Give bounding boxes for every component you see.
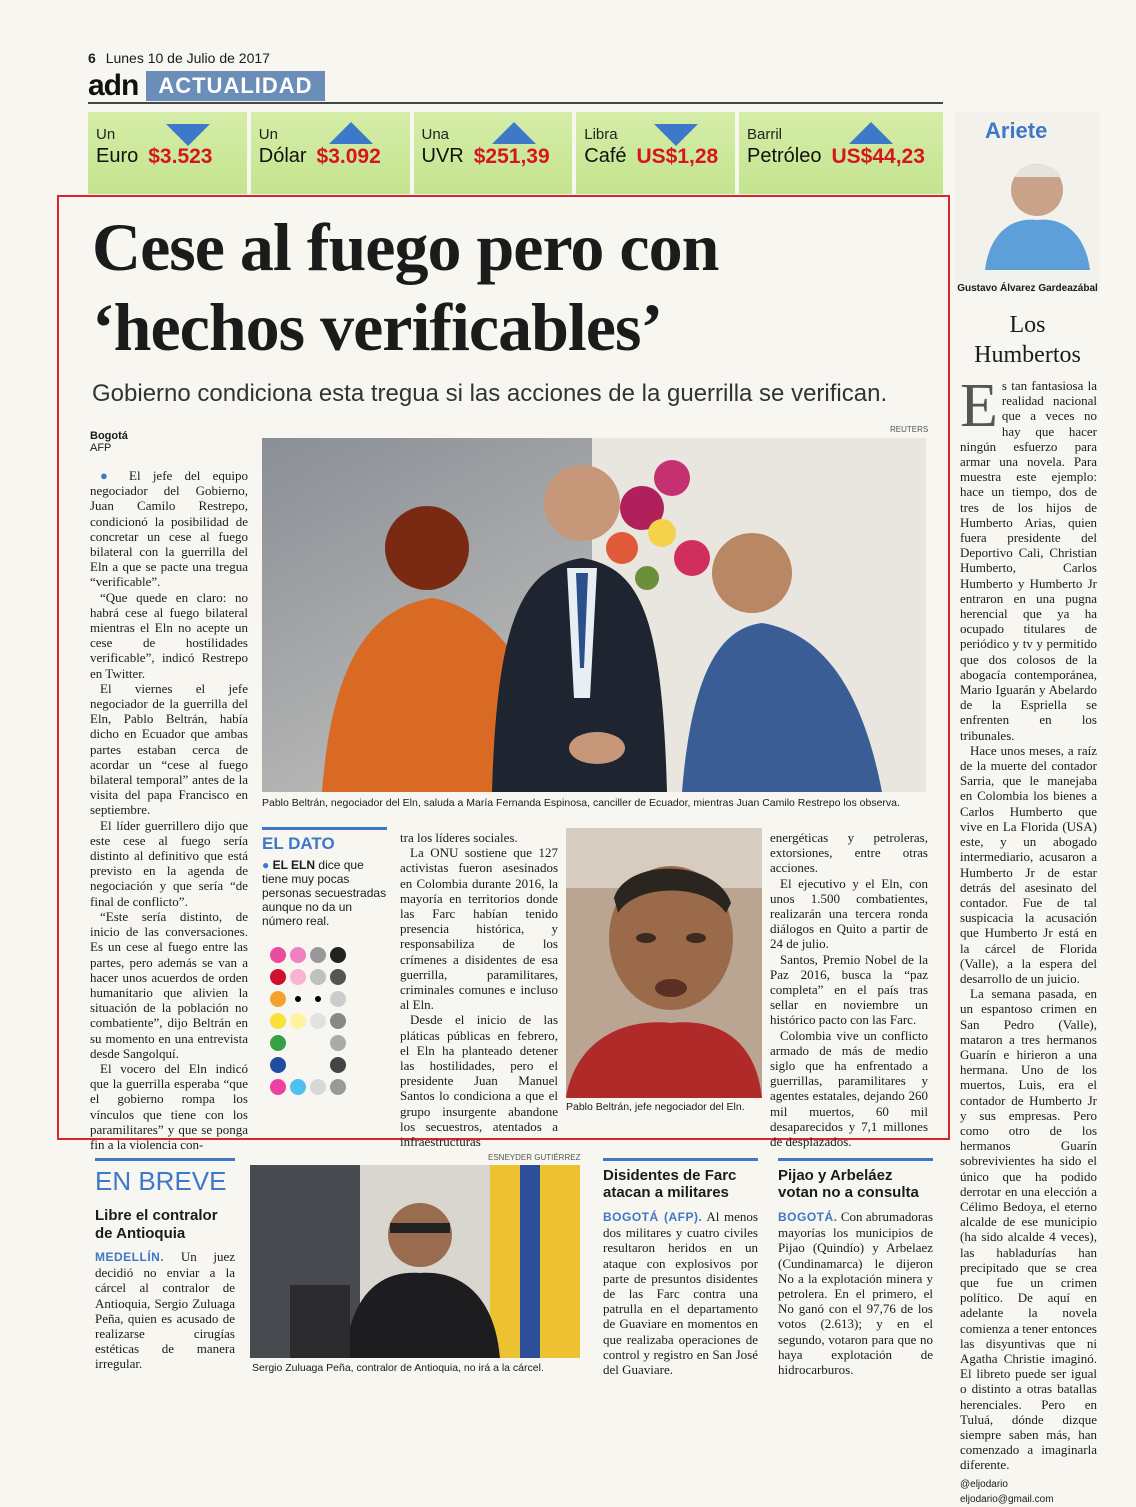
market-value: $3.523 bbox=[148, 145, 213, 168]
opinion-label: Ariete bbox=[985, 118, 1048, 143]
byline-agency: AFP bbox=[90, 442, 112, 454]
brief-item bbox=[778, 1158, 933, 1377]
email-address: eljodario@gmail.com bbox=[960, 1493, 1054, 1505]
brief-headline: Disidentes de Farc atacan a militares bbox=[603, 1167, 737, 1201]
paragraph: Santos, Premio Nobel de la Paz 2016, busca la “paz completa” en el país tras sellar en noviembre un histórico pacto con las Farc. bbox=[770, 951, 928, 1028]
dateline: BOGOTÁ (AFP). bbox=[603, 1210, 703, 1224]
market-label: Una bbox=[421, 126, 450, 143]
paragraph: tra los líderes sociales. bbox=[400, 830, 518, 845]
section-label: ACTUALIDAD bbox=[146, 71, 324, 101]
paragraph: Hace unos meses, a raíz de la muerte del contador Sarria, que le manejaba en Colombia los bienes a Carlos Humberto que vive en La Florida (USA) este, y un abogado intermediario, acusaron a Humberto Jr de estar detrás del asesinato del contador. Fue de tal suspicacia la acusación que Humberto Jr está en la cárcel de Florida (Valle), a la espera del desarrollo de un juicio. bbox=[960, 742, 1097, 986]
article-column-3 bbox=[400, 830, 558, 1149]
paragraph: “Este sería distinto, de inicio de las conversaciones. Es un cese al fuego entre las partes, pero además se van a hacer unos acuerdos de orden humanitario que alivien la situación de la población no combatiente”, dijo Beltrán en su momento en una entrevista desde Sangolquí. bbox=[90, 908, 248, 1061]
market-dolar bbox=[251, 112, 410, 194]
twitter-handle: @eljodario bbox=[960, 1478, 1008, 1490]
masthead bbox=[88, 70, 325, 102]
market-name: UVR bbox=[421, 145, 464, 167]
brief-body bbox=[95, 1249, 235, 1372]
issue-date: Lunes 10 de Julio de 2017 bbox=[105, 50, 270, 66]
bullet-icon: ● bbox=[262, 858, 270, 872]
market-value: US$1,28 bbox=[636, 145, 719, 168]
brief-photo bbox=[250, 1165, 580, 1358]
article-column-1 bbox=[90, 468, 248, 1152]
paragraph: La ONU sostiene que 127 activistas fueron asesinados en Colombia durante 2016, la mayoría en territorios donde las Farc habían tenido presencia histórica, y responsabiliza de los crímenes a disidentes de esa guerrilla, paramilitares, criminales comunes e incluso al Eln. bbox=[400, 845, 558, 1013]
market-name: Café bbox=[584, 145, 627, 167]
drop-cap: E bbox=[960, 372, 998, 440]
dateline: MEDELLÍN. bbox=[95, 1250, 165, 1264]
paragraph bbox=[90, 468, 248, 590]
beltran-portrait-illustration bbox=[566, 828, 762, 1098]
market-uvr bbox=[414, 112, 573, 194]
columnist-name: Gustavo Álvarez Gardeazábal bbox=[957, 283, 1098, 294]
fact-box-lead: EL ELN bbox=[272, 858, 316, 872]
market-name: Euro bbox=[96, 145, 139, 167]
paragraph: El vocero del Eln indicó que la guerrilla esperaba “que el gobierno rompa los vínculos que tiene con los paramilitares” y que se ponga fin a la violencia con- bbox=[90, 1060, 248, 1152]
market-cafe bbox=[576, 112, 735, 194]
portrait-photo bbox=[566, 828, 762, 1098]
divider bbox=[778, 1158, 933, 1161]
bullet-icon: ● bbox=[100, 468, 117, 483]
paragraph: Desde el inicio de las pláticas públicas en febrero, el Eln ha planteado detener las hostilidades, pero el presidente Juan Manuel Santos lo condiciona a que el grupo insurgente abandone los secuestros, atentados a infraestructuras bbox=[400, 1012, 558, 1150]
brief-text: Al menos dos militares y cuatro civiles resultaron heridos en un ataque con explosivos por parte de presuntos disidentes de las Farc contra una patrulla en el departamento de Guaviare en momentos en que realizaba operaciones de control y registro en San José del Guaviare. bbox=[603, 1209, 758, 1378]
fact-box-text bbox=[262, 858, 387, 928]
paragraph: energéticas y petroleras, extorsiones, entre otras acciones. bbox=[770, 830, 928, 876]
market-label: Un bbox=[96, 126, 116, 143]
brief-headline: Libre el contralor de Antioquia bbox=[95, 1207, 218, 1242]
article-column-5 bbox=[770, 830, 928, 1149]
market-label: Libra bbox=[584, 126, 618, 143]
market-label: Un bbox=[258, 126, 278, 143]
columnist-photo bbox=[975, 145, 1100, 270]
brief-text: Con abrumadoras mayorías los municipios de Pijao (Quindío) y Arbelaez (Cundinamarca) le dijeron No a la explotación minera y petrolera. En el primero, el No ganó con el 97,76 de los votos (2.613); y en el segundo, votaron para que no haya explotación de hidrocarburos. bbox=[778, 1209, 933, 1378]
paragraph-text: El jefe del equipo negociador del Gobierno, Juan Camilo Restrepo, condicionó la posibilidad de concretar un cese al fuego bilateral con la guerrilla del Eln a que se pacte una tregua “verificable”. bbox=[90, 468, 248, 590]
photo-credit: REUTERS bbox=[890, 425, 929, 434]
divider bbox=[603, 1158, 758, 1161]
briefs-title: EN BREVE bbox=[95, 1166, 227, 1196]
paragraph: El líder guerrillero dijo que este cese al fuego sería distinto al definitivo que está previsto en la agenda de negociación y que sería “de final de conflicto”. bbox=[90, 817, 248, 909]
dateline: BOGOTÁ. bbox=[778, 1210, 838, 1224]
paragraph: s tan fantasiosa la realidad nacional que a veces no hay que hacer ningún esfuerzo para armar una novela. Para muestra este ejemplo: hace un tiempo, dos de tres de los hijos de Humberto Arias, quien fuera presidente del Deportivo Cali, Christian Humberto, Carlos Humberto y Humberto Jr entraron en una pugna herencial que ya ha ocupado titulares de periódico y tv y permitido que dos colosos de la abogacía contemporánea, Mario Iguarán y Abelardo de la Espriella se enfrenten en los tribunales. bbox=[960, 378, 1097, 743]
trend-up-icon bbox=[329, 122, 373, 144]
market-petroleo bbox=[739, 112, 943, 194]
market-value: $251,39 bbox=[473, 145, 550, 168]
fact-box-body: dice que tiene muy pocas personas secuestradas aunque no da un número real. bbox=[262, 858, 387, 928]
subheadline: Gobierno condiciona esta tregua si las acciones de la guerrilla se verifican. bbox=[92, 380, 888, 407]
adn-logo: adn bbox=[88, 69, 139, 102]
opinion-column bbox=[960, 372, 1097, 1507]
briefs-section bbox=[95, 1158, 235, 1372]
market-value: $3.092 bbox=[316, 145, 381, 168]
contralor-photo-illustration bbox=[250, 1165, 580, 1358]
columnist-contact bbox=[960, 1477, 1097, 1507]
byline-city: Bogotá bbox=[90, 430, 128, 442]
brief-body bbox=[603, 1209, 758, 1377]
brief-item bbox=[603, 1158, 758, 1377]
brief-photo-caption: Sergio Zuluaga Peña, contralor de Antioquia, no irá a la cárcel. bbox=[252, 1362, 544, 1374]
trend-up-icon bbox=[492, 122, 536, 144]
market-label: Barril bbox=[747, 126, 783, 143]
market-name: Dólar bbox=[258, 145, 307, 167]
market-value: US$44,23 bbox=[831, 145, 925, 168]
headline: Cese al fuego pero con ‘hechos verificables’ bbox=[92, 209, 719, 365]
divider bbox=[95, 1158, 235, 1161]
page-header bbox=[88, 50, 270, 66]
opinion-title: Los Humbertos bbox=[974, 312, 1081, 368]
paragraph: El viernes el jefe negociador de la guerrilla del Eln, Pablo Beltrán, había dicho en Ecuador que ambas partes estaban cerca de acordar un “cese al fuego bilateral temporal” antes de la visita del papa Francisco en septiembre. bbox=[90, 680, 248, 818]
main-photo-caption: Pablo Beltrán, negociador del Eln, saluda a María Fernanda Espinosa, canciller de Ecuador, mientras Juan Camilo Restrepo los observa. bbox=[262, 797, 900, 809]
trend-down-icon bbox=[654, 124, 698, 146]
market-name: Petróleo bbox=[747, 145, 822, 167]
fact-box bbox=[262, 827, 387, 928]
paragraph: La semana pasada, en un espantoso crimen en San Pedro (Valle), mataron a tres hermanos Guarín e hirieron a una hermana. Uno de los muertos, Luis, era el contador de Humberto Jr y sus empresas. Pero como otro de los hermanos Guarín sobrevivientes ha sido el único que ha podido derrotar en una elección a Célimo Bedoya, el eterno alcalde de ese municipio (ha sido alcalde 4 veces), las habladurías han precipitado que se crea que fue un crimen político. De aquí en adelante la novela comienza a tener entonces las disyuntivas que ni Agatha Christie imaginó. El libreto puede ser igual o distinto a otras batallas herenciales. Pero en Tuluá, dónde dizque siempre saben más, han comenzado a imaginarla diferente. bbox=[960, 986, 1097, 1473]
print-color-swatches bbox=[268, 945, 350, 1110]
photo-credit: ESNEYDER GUTIÉRREZ bbox=[488, 1153, 581, 1162]
paragraph: Colombia vive un conflicto armado de más de medio siglo que ha enfrentado a guerrillas, paramilitares y agentes estatales, dejando 260 mil muertos, 60 mil desaparecidos y 7,1 millones de desplazados. bbox=[770, 1027, 928, 1150]
paragraph: El ejecutivo y el Eln, con unos 1.500 combatientes, realizarán una tercera ronda diálogos en Quito a partir de 24 de julio. bbox=[770, 875, 928, 952]
market-euro bbox=[88, 112, 247, 194]
page-number: 6 bbox=[88, 50, 96, 66]
market-indicators bbox=[88, 112, 943, 194]
byline bbox=[90, 430, 128, 454]
brief-headline: Pijao y Arbeláez votan no a consulta bbox=[778, 1167, 919, 1201]
trend-down-icon bbox=[166, 124, 210, 146]
portrait-caption: Pablo Beltrán, jefe negociador del Eln. bbox=[566, 1101, 745, 1113]
main-photo bbox=[262, 438, 926, 792]
trend-up-icon bbox=[849, 122, 893, 144]
paragraph: “Que quede en claro: no habrá cese al fuego bilateral mientras el Eln no acepte un cese de hostilidades verificable”, indicó Restrepo en Twitter. bbox=[90, 589, 248, 681]
header-rule bbox=[88, 102, 943, 104]
fact-box-title: EL DATO bbox=[262, 827, 387, 854]
brief-text: Un juez decidió no enviar a la cárcel al contralor de Antioquia, Sergio Zuluaga Peña, quien es acusado de realizarse cirugías estéticas de manera irregular. bbox=[95, 1249, 235, 1372]
handshake-photo-illustration bbox=[262, 438, 926, 792]
brief-body bbox=[778, 1209, 933, 1377]
